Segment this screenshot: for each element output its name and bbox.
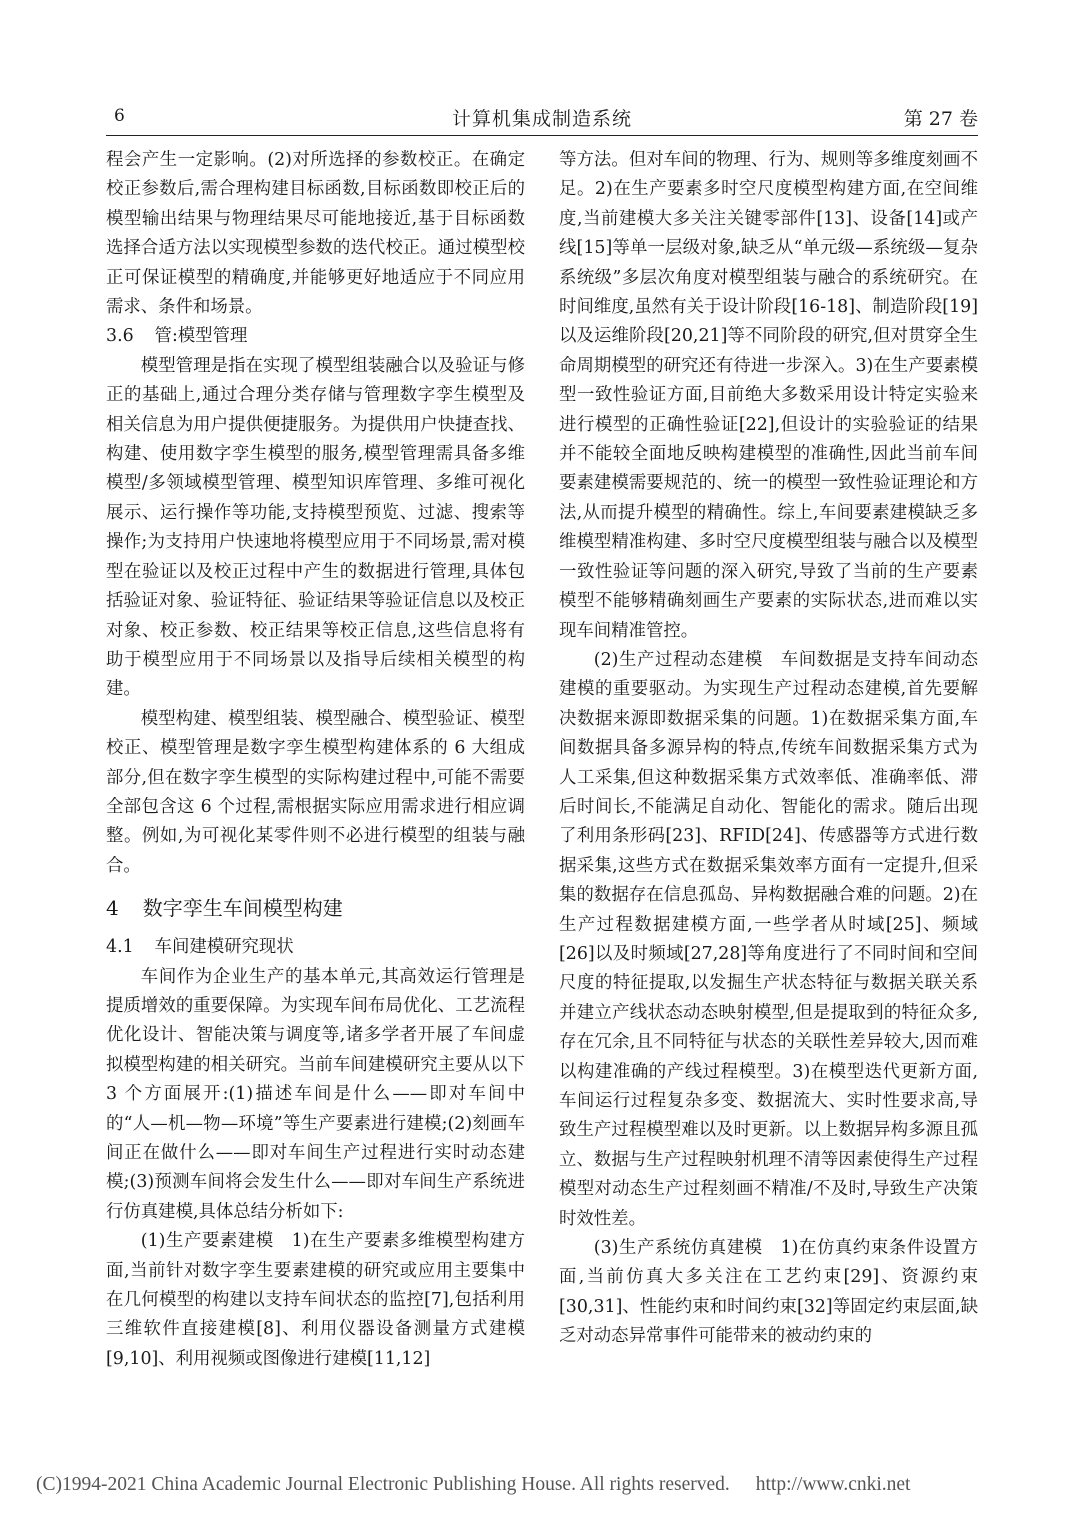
body-paragraph: 模型构建、模型组装、模型融合、模型验证、模型校正、模型管理是数字孪生模型构建体系的 6 大组成部分,但在数字孪生模型的实际构建过程中,可能不需要全部包含这 6 个过程,需根据实际应用需求进行相应调整。例如,为可视化某零件则不必进行模型的组装与融合。 xyxy=(106,708,525,876)
left-column xyxy=(106,146,525,1374)
heading-text: 车间建模研究现状 xyxy=(154,937,294,958)
copyright-footer xyxy=(36,1474,1046,1496)
body-paragraph: 车间作为企业生产的基本单元,其高效运行管理是提质增效的重要保障。为实现车间布局优化、工艺流程优化设计、智能决策与调度等,诸多学者开展了车间虚拟模型构建的相关研究。当前车间建模研究主要从以下 3 个方面展开:(1)描述车间是什么——即对车间中的“人—机—物—环境”等生产要素进行建模;(2)刻画车间正在做什么——即对车间生产过程进行实时动态建模;(3)预测车间将会发生什么——即对车间生产系统进行仿真建模,具体总结分析如下: xyxy=(106,966,525,1222)
body-paragraph: (2)生产过程动态建模 车间数据是支持车间动态建模的重要驱动。为实现生产过程动态建模,首先要解决数据来源即数据采集的问题。1)在数据采集方面,车间数据具备多源异构的特点,传统车间数据采集方式为人工采集,但这种数据采集方式效率低、准确率低、滞后时间长,不能满足自动化、智能化的需求。随后出现了利用条形码[23]、RFID[24]、传感器等方式进行数据采集,这些方式在数据采集效率方面有一定提升,但采集的数据存在信息孤岛、异构数据融合难的问题。2)在生产过程数据建模方面,一些学者从时域[25]、频域[26]以及时频域[27,28]等角度进行了不同时间和空间尺度的特征提取,以发掘生产状态特征与数据关联关系并建立产线状态动态映射模型,但是提取到的特征众多,存在冗余,且不同特征与状态的关联性差异较大,因而难以构建准确的产线过程模型。3)在模型迭代更新方面,车间运行过程复杂多变、数据流大、实时性要求高,导致生产过程模型难以及时更新。以上数据异构多源且孤立、数据与生产过程映射机理不清等因素使得生产过程模型对动态生产过程刻画不精准/不及时,导致生产决策时效性差。 xyxy=(559,649,978,1229)
heading-text: 数字孪生车间模型构建 xyxy=(142,896,343,921)
body-paragraph: 等方法。但对车间的物理、行为、规则等多维度刻画不足。2)在生产要素多时空尺度模型构建方面,在空间维度,当前建模大多关注关键零部件[13]、设备[14]或产线[15]等单一层级对象,缺乏从“单元级—系统级—复杂系统级”多层次角度对模型组装与融合的系统研究。在时间维度,虽然有关于设计阶段[16-18]、制造阶段[19]以及运维阶段[20,21]等不同阶段的研究,但对贯穿全生命周期模型的研究还有待进一步深入。3)在生产要素模型一致性验证方面,目前绝大多数采用设计特定实验来进行模型的正确性验证[22],但设计的实验验证的结果并不能较全面地反映构建模型的准确性,因此当前车间要素建模需要规范的、统一的模型一致性验证理论和方法,从而提升模型的精确性。综上,车间要素建模缺乏多维模型精准构建、多时空尺度模型组装与融合以及模型一致性验证等问题的深入研究,导致了当前的生产要素模型不能够精确刻画生产要素的实际状态,进而难以实现车间精准管控。 xyxy=(559,150,978,641)
volume-label: 第 27 卷 xyxy=(903,108,978,130)
running-header xyxy=(106,104,978,132)
cnki-url[interactable]: http://www.cnki.net xyxy=(755,1474,911,1495)
body-paragraph: 程会产生一定影响。(2)对所选择的参数校正。在确定校正参数后,需合理构建目标函数,目标函数即校正后的模型输出结果与物理结果尽可能地接近,基于目标函数选择合适方法以实现模型参数的迭代校正。通过模型校正可保证模型的精确度,并能够更好地适应于不同应用需求、条件和场景。 xyxy=(106,150,525,318)
body-paragraph: 模型管理是指在实现了模型组装融合以及验证与修正的基础上,通过合理分类存储与管理数字孪生模型及相关信息为用户提供便捷服务。为提供用户快捷查找、构建、使用数字孪生模型的服务,模型管理需具备多维模型/多领域模型管理、模型知识库管理、多维可视化展示、运行操作等功能,支持模型预览、过滤、搜索等操作;为支持用户快速地将模型应用于不同场景,需对模型在验证以及校正过程中产生的数据进行管理,具体包括验证对象、验证特征、验证结果等验证信息以及校正对象、校正参数、校正结果等校正信息,这些信息将有助于模型应用于不同场景以及指导后续相关模型的构建。 xyxy=(106,355,525,700)
page-number: 6 xyxy=(114,106,125,126)
heading-number: 3.6 xyxy=(106,326,134,347)
heading-text: 管:模型管理 xyxy=(154,326,248,347)
copyright-text: (C)1994-2021 China Academic Journal Electronic Publishing House. All rights reserved. xyxy=(36,1474,730,1495)
journal-title: 计算机集成制造系统 xyxy=(451,108,632,130)
heading-number: 4 xyxy=(106,896,119,921)
body-paragraph: (3)生产系统仿真建模 1)在仿真约束条件设置方面,当前仿真大多关注在工艺约束[29]、资源约束[30,31]、性能约束和时间约束[32]等固定约束层面,缺乏对动态异常事件可能带来的被动约束的 xyxy=(559,1238,978,1347)
section-heading xyxy=(106,893,525,923)
heading-number: 4.1 xyxy=(106,937,134,958)
header-rule xyxy=(106,135,978,136)
subsection-heading xyxy=(106,933,525,962)
subsection-heading xyxy=(106,322,525,351)
body-paragraph: (1)生产要素建模 1)在生产要素多维模型构建方面,当前针对数字孪生要素建模的研究或应用主要集中在几何模型的构建以支持车间状态的监控[7],包括利用三维软件直接建模[8]、利用仪器设备测量方式建模[9,10]、利用视频或图像进行建模[11,12] xyxy=(106,1231,525,1369)
right-column xyxy=(559,146,978,1352)
